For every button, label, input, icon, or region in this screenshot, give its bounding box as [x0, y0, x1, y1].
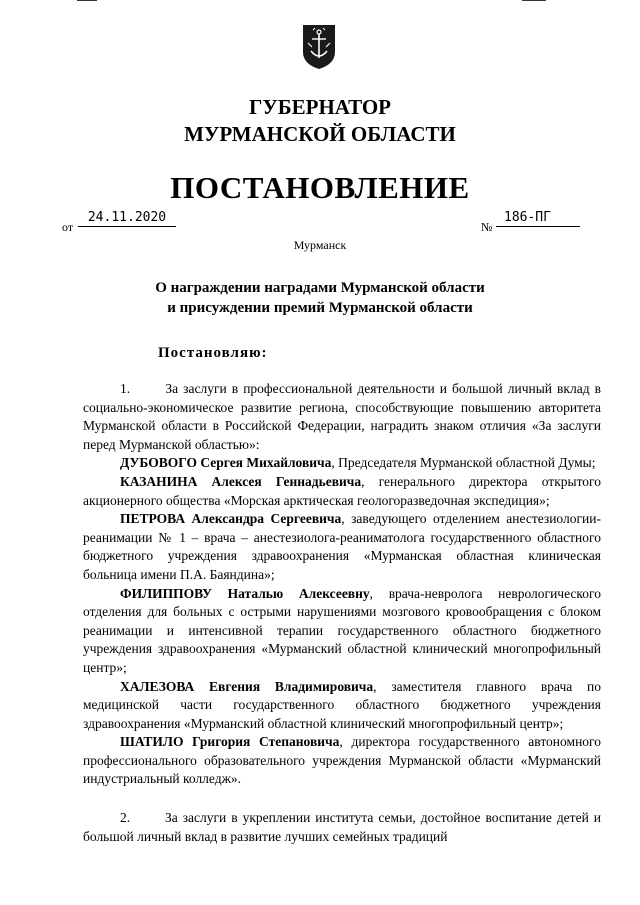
- subject-line1: О награждении наградами Мурманской области: [155, 280, 485, 296]
- paragraph-text: За заслуги в профессиональной деятельности и большой личный вклад в социально-экономическое развитие региона, способствующие повышению авторитета Мурманской области в Российской Федерации, наградить знаком отличия «За заслуги перед Мурманской областью»:: [83, 381, 601, 452]
- awardee-description: , Председателя Мурманской областной Думы;: [331, 455, 596, 471]
- document-subject: [0, 278, 640, 318]
- awardee-name: ПЕТРОВА Александра Сергеевича: [120, 511, 342, 527]
- document-body: [83, 380, 601, 846]
- paragraph-2: [83, 809, 601, 846]
- awardee-description: , заместителя главного врача по медицинской части государственного областного бюджетного учреждения здравоохранения «Мурманский областной клинический многопрофильный центр»;: [83, 678, 601, 731]
- ordain-heading: Постановляю:: [158, 345, 268, 361]
- awardee-item: [83, 473, 601, 510]
- paragraph-number: 1.: [120, 381, 131, 396]
- document-date: 24.11.2020: [78, 210, 176, 227]
- issuer-title-line2: МУРМАНСКОЙ ОБЛАСТИ: [184, 122, 456, 146]
- awardee-item: [83, 454, 601, 473]
- document-number: 186-ПГ: [496, 210, 580, 227]
- awardee-name: ДУБОВОГО Сергея Михайловича: [120, 455, 332, 471]
- awardee-item: [83, 585, 601, 678]
- awardee-name: КАЗАНИНА Алексея Геннадьевича: [120, 473, 362, 489]
- top-rule-right: [522, 0, 546, 1]
- paragraph-number: 2.: [120, 810, 131, 826]
- awardee-name: ШАТИЛО Григория Степановича: [120, 734, 340, 750]
- paragraph-text: За заслуги в укреплении института семьи, достойное воспитание детей и большой личный вклад в развитие лучших семейных традиций: [83, 810, 601, 844]
- awardee-description: , врача-невролога неврологического отделения для больных с острыми нарушениями мозгового кровообращения с блоком реанимации и интенсивной терапии государственного областного бюджетного учреждения здравоохранения «Мурманский областной клинический многопрофильный центр»;: [83, 585, 601, 675]
- coat-of-arms-emblem: [302, 22, 336, 70]
- awardee-item: [83, 678, 601, 734]
- city: Мурманск: [293, 238, 347, 252]
- awardee-description: , заведующего отделением анестезиологии-реанимации № 1 – врача – анестезиолога-реаниматолога государственного областного бюджетного учреждения здравоохранения «Мурманская областная клиническая больница имени П.А. Баяндина»;: [83, 511, 601, 582]
- awardee-item: [83, 510, 601, 584]
- awardee-name: ФИЛИППОВУ Наталью Алексеевну: [120, 585, 370, 601]
- date-prefix: от: [62, 220, 74, 234]
- awardee-description: , директора государственного автономного профессионального образовательного учреждения Мурманской области «Мурманский индустриальный колледж».: [83, 734, 601, 787]
- issuer-title-line1: ГУБЕРНАТОР: [248, 95, 392, 119]
- top-rule-left: [77, 0, 97, 1]
- subject-line2: и присуждении премий Мурманской области: [167, 300, 473, 316]
- awardee-item: [83, 733, 601, 789]
- paragraph-1: [83, 380, 601, 454]
- awardee-description: , генерального директора открытого акционерного общества «Морская арктическая геологоразведочная экспедиция»;: [83, 473, 601, 508]
- awardee-name: ХАЛЕЗОВА Евгения Владимировича: [120, 678, 374, 694]
- number-prefix: №: [481, 220, 493, 234]
- document-type: ПОСТАНОВЛЕНИЕ: [170, 170, 470, 205]
